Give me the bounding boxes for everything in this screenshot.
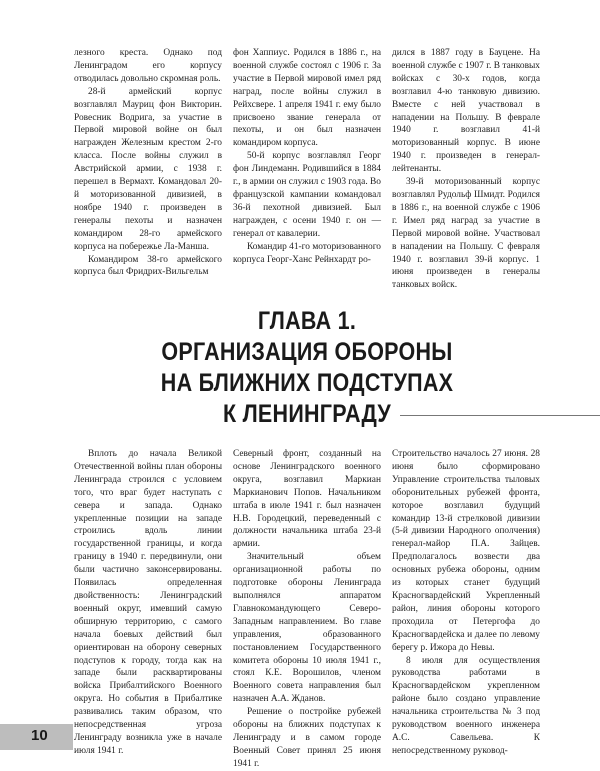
paragraph: Северный фронт, созданный на основе Ленинградского военного округа, возглавил Маркиан Маркианович Попов. Начальником штаба в июле 1941 г. был назначен Н.В. Городецкий, переведенный с должности начальника штаба 23-й армии. bbox=[233, 449, 381, 550]
paragraph: дился в 1887 году в Бауцене. На военной службе с 1907 г. В танковых войсках с 30-х годов, когда возглавил 4-ю танковую дивизию. Вместе с ней участвовал в нападении на Польшу. В феврале 1940 г. возглавил 41-й моторизованный корпус. В июне 1940 г. произведен в генерал-лейтенанты. bbox=[392, 48, 540, 175]
chapter-number: ГЛАВА 1. bbox=[257, 307, 357, 335]
paragraph: Строительство началось 27 июня. 28 июня было сформировано Управление строительства тыловых оборонительных рубежей фронта, которое возглавил будущий командир 13-й стрелковой дивизии (5-й дивизии Народного ополчения) генерал-майор П.А. Зайцев. Предполагалось возвести два основных рубежа обороны, одним из которых станет будущий Красногвардейский Укрепленный район, линия обороны которого проходила от Петергофа до Красногвардейска и далее по левому берегу р. Ижора до Невы. bbox=[392, 449, 540, 653]
page-number: 10 bbox=[31, 727, 48, 744]
bottom-column-3 bbox=[392, 448, 540, 758]
top-column-2 bbox=[233, 47, 381, 266]
paragraph: Командиром 38-го армейского корпуса был Фридрих-Вильгельм bbox=[74, 254, 222, 278]
top-column-1 bbox=[74, 47, 222, 279]
paragraph: Вплоть до начала Великой Отечественной войны план обороны Ленинграда строился с условием того, что враг будет наступать с севера и запада. Однако укрепленные позиции на западе строились вдоль линии государственной границы, и когда границу в 1940 г. передвинули, они были частично законсервированы. Появилась определенная двойственность: Ленинградский военный округ, имевший самую обширную территорию, с самого начала боевых действий был ориентирован на оборону северных подступов к городу, тогда как на западе были расквартированы войска Прибалтийского Военного округа. Но события в Прибалтике развивались таким образом, что непосредственная угроза Ленинграду возникла уже в начале июля 1941 г. bbox=[74, 449, 222, 756]
divider-line bbox=[400, 415, 600, 416]
paragraph: лезного креста. Однако под Ленинградом его корпусу отводилась довольно скромная роль. bbox=[74, 48, 222, 84]
chapter-title bbox=[107, 306, 508, 430]
chapter-title-line: К ЛЕНИНГРАДУ bbox=[222, 400, 392, 428]
chapter-title-line: НА БЛИЖНИХ ПОДСТУПАХ bbox=[160, 369, 454, 397]
paragraph: 8 июля для осуществления руководства работами в Красногвардейском укрепленном районе было создано управление начальника строительства № 3 под руководством военного инженера А.С. Савельева. К непосредственному руковод- bbox=[392, 655, 540, 756]
paragraph: 39-й моторизованный корпус возглавлял Рудольф Шмидт. Родился в 1886 г., на военной службе с 1906 г. Имел ряд наград за участие в Первой мировой войне. Участвовал в нападении на Польшу. С февраля 1940 г. возглавил 39-й корпус. 1 июня произведен в генералы танковых войск. bbox=[392, 177, 540, 291]
paragraph: фон Хаппиус. Родился в 1886 г., на военной службе состоял с 1906 г. За участие в Первой мировой имел ряд наград, после войны служил в Рейхсвере. 1 апреля 1941 г. ему было присвоено звание генерала от пехоты, и он был назначен командиром корпуса. bbox=[233, 48, 381, 149]
paragraph: Значительный объем организационной работы по подготовке обороны Ленинграда выполнялся аппаратом Главнокомандующего Северо-Западным направлением. Во главе управления, образованного постановлением Государственного комитета обороны 10 июля 1941 г., стоял К.Е. Ворошилов, членом Военного совета направления был назначен А.А. Жданов. bbox=[233, 552, 381, 705]
paragraph: Командир 41-го моторизованного корпуса Георг-Ханс Рейнхардт ро- bbox=[233, 241, 381, 265]
bottom-column-2 bbox=[233, 448, 381, 771]
bottom-column-1 bbox=[74, 448, 222, 758]
top-column-3 bbox=[392, 47, 540, 292]
chapter-title-line: ОРГАНИЗАЦИЯ ОБОРОНЫ bbox=[161, 338, 453, 366]
paragraph: Решение о постройке рубежей обороны на ближних подступах к Ленинграду и в самом городе Военный Совет принял 25 июня 1941 г. bbox=[233, 707, 381, 769]
paragraph: 50-й корпус возглавлял Георг фон Линдеманн. Родившийся в 1884 г., в армии он служил с 1903 года. Во французской кампании командовал 36-й пехотной дивизией. Был награжден, с осени 1940 г. он — генерал от кавалерии. bbox=[233, 151, 381, 239]
paragraph: 28-й армейский корпус возглавлял Мауриц фон Викторин. Ровесник Водрига, за участие в Первой мировой войне он был награжден Железным крестом 2-го класса. После войны служил в Австрийской армии, с 1938 г. перешел в Вермахт. Командовал 20-й моторизованной дивизией, в ноябре 1940 г. произведен в генералы пехоты и назначен командиром 28-го армейского корпуса на побережье Ла-Манша. bbox=[74, 86, 222, 252]
